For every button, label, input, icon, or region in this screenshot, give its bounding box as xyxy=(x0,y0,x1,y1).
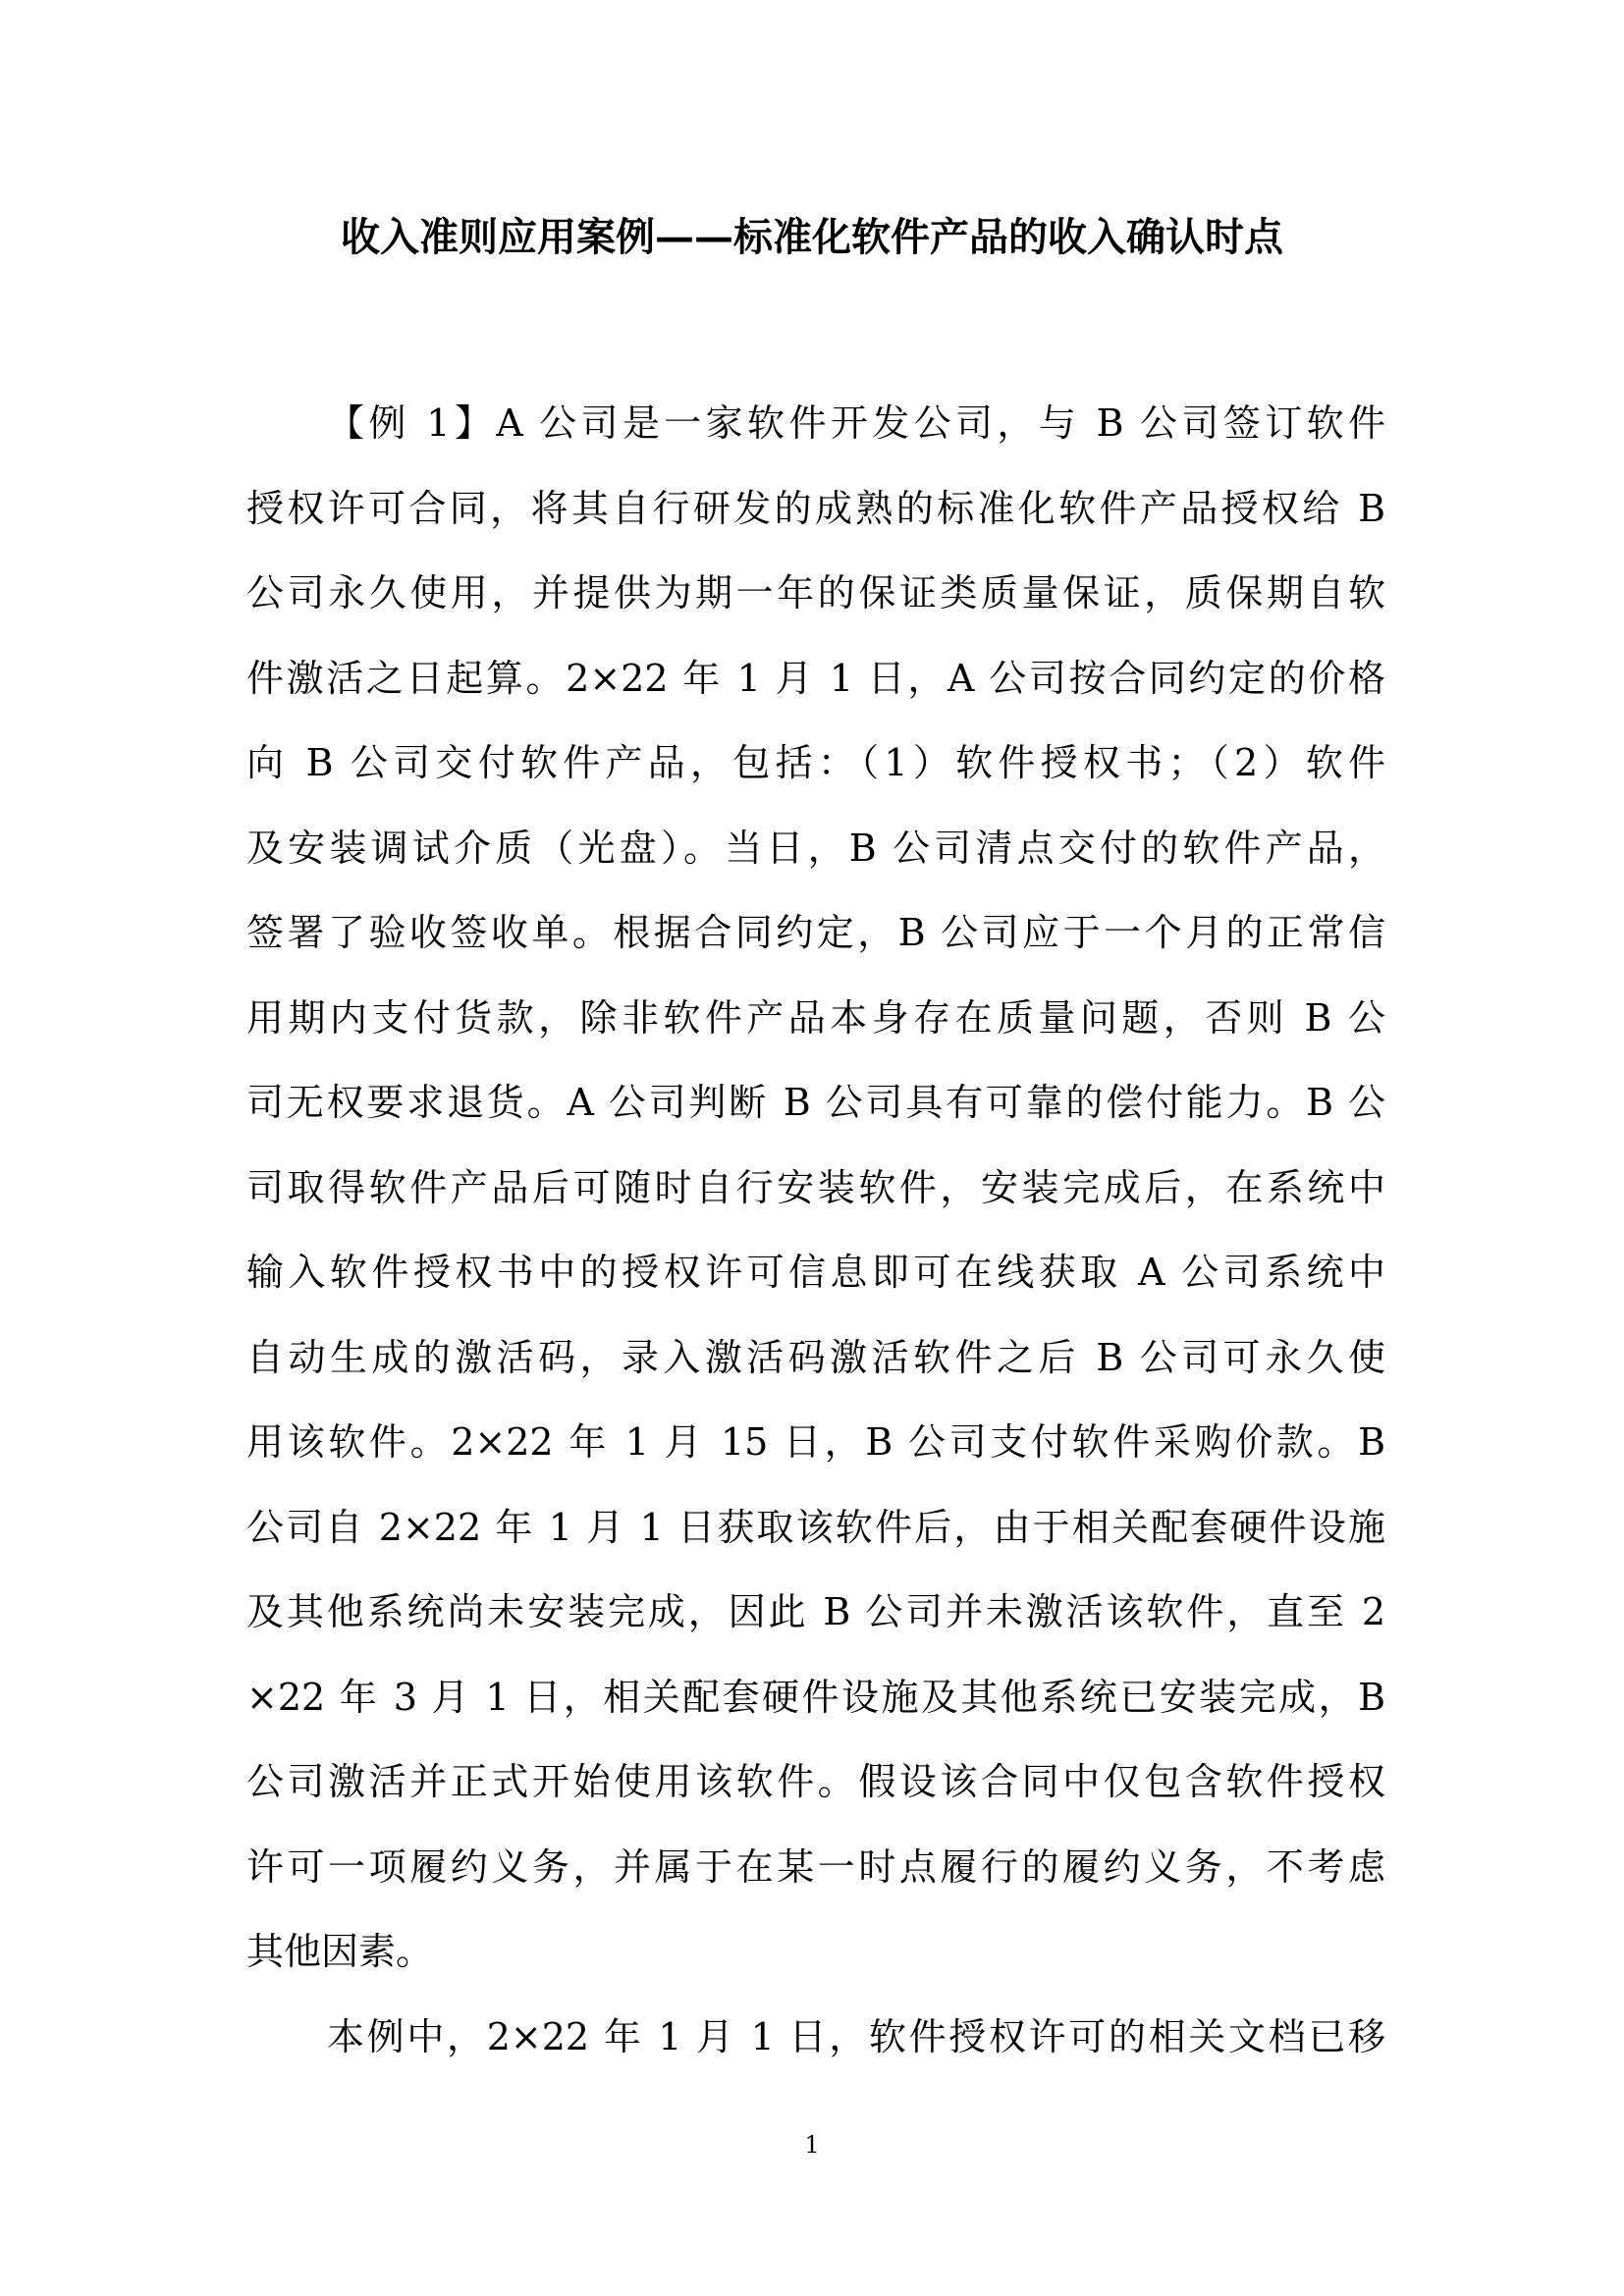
text-line: 件激活之日起算。2×22 年 1 月 1 日，A 公司按合同约定的价格 xyxy=(246,656,1385,700)
text-line: 输入软件授权书中的授权许可信息即可在线获取 A 公司系统中 xyxy=(246,1251,1385,1294)
text-line: 【例 1】A 公司是一家软件开发公司，与 B 公司签订软件 xyxy=(327,401,1385,445)
paragraph-example-1 xyxy=(246,381,1385,1995)
text-line: 公司自 2×22 年 1 月 1 日获取该软件后，由于相关配套硬件设施 xyxy=(246,1505,1385,1549)
text-line: 其他因素。 xyxy=(246,1930,434,1973)
text-line: 签署了验收签收单。根据合同约定，B 公司应于一个月的正常信 xyxy=(246,911,1385,954)
document-body xyxy=(246,381,1385,2079)
text-line: 公司永久使用，并提供为期一年的保证类质量保证，质保期自软 xyxy=(246,571,1385,614)
text-line: 司取得软件产品后可随时自行安装软件，安装完成后，在系统中 xyxy=(246,1165,1385,1209)
text-line: 用期内支付货款，除非软件产品本身存在质量问题，否则 B 公 xyxy=(246,995,1385,1040)
text-line: 向 B 公司交付软件产品，包括：（1）软件授权书；（2）软件 xyxy=(246,741,1385,784)
text-line: 本例中，2×22 年 1 月 1 日，软件授权许可的相关文档已移 xyxy=(327,2014,1385,2058)
text-line: ×22 年 3 月 1 日，相关配套硬件设施及其他系统已安装完成，B xyxy=(246,1675,1385,1719)
text-line: 授权许可合同，将其自行研发的成熟的标准化软件产品授权给 B xyxy=(246,486,1385,530)
text-line: 许可一项履约义务，并属于在某一时点履行的履约义务，不考虑 xyxy=(246,1844,1385,1889)
page-number: 1 xyxy=(804,2131,820,2159)
text-line: 公司激活并正式开始使用该软件。假设该合同中仅包含软件授权 xyxy=(246,1760,1385,1803)
text-line: 司无权要求退货。A 公司判断 B 公司具有可靠的偿付能力。B 公 xyxy=(246,1081,1385,1124)
text-line: 及其他系统尚未安装完成，因此 B 公司并未激活该软件，直至 2 xyxy=(246,1590,1385,1633)
text-line: 自动生成的激活码，录入激活码激活软件之后 B 公司可永久使 xyxy=(246,1335,1385,1379)
text-line: 用该软件。2×22 年 1 月 15 日，B 公司支付软件采购价款。B xyxy=(246,1420,1385,1464)
paragraph-analysis xyxy=(246,1995,1385,2080)
document-title: 收入准则应用案例——标准化软件产品的收入确认时点 xyxy=(341,214,1283,260)
text-line: 及安装调试介质（光盘）。当日，B 公司清点交付的软件产品， xyxy=(246,826,1385,870)
